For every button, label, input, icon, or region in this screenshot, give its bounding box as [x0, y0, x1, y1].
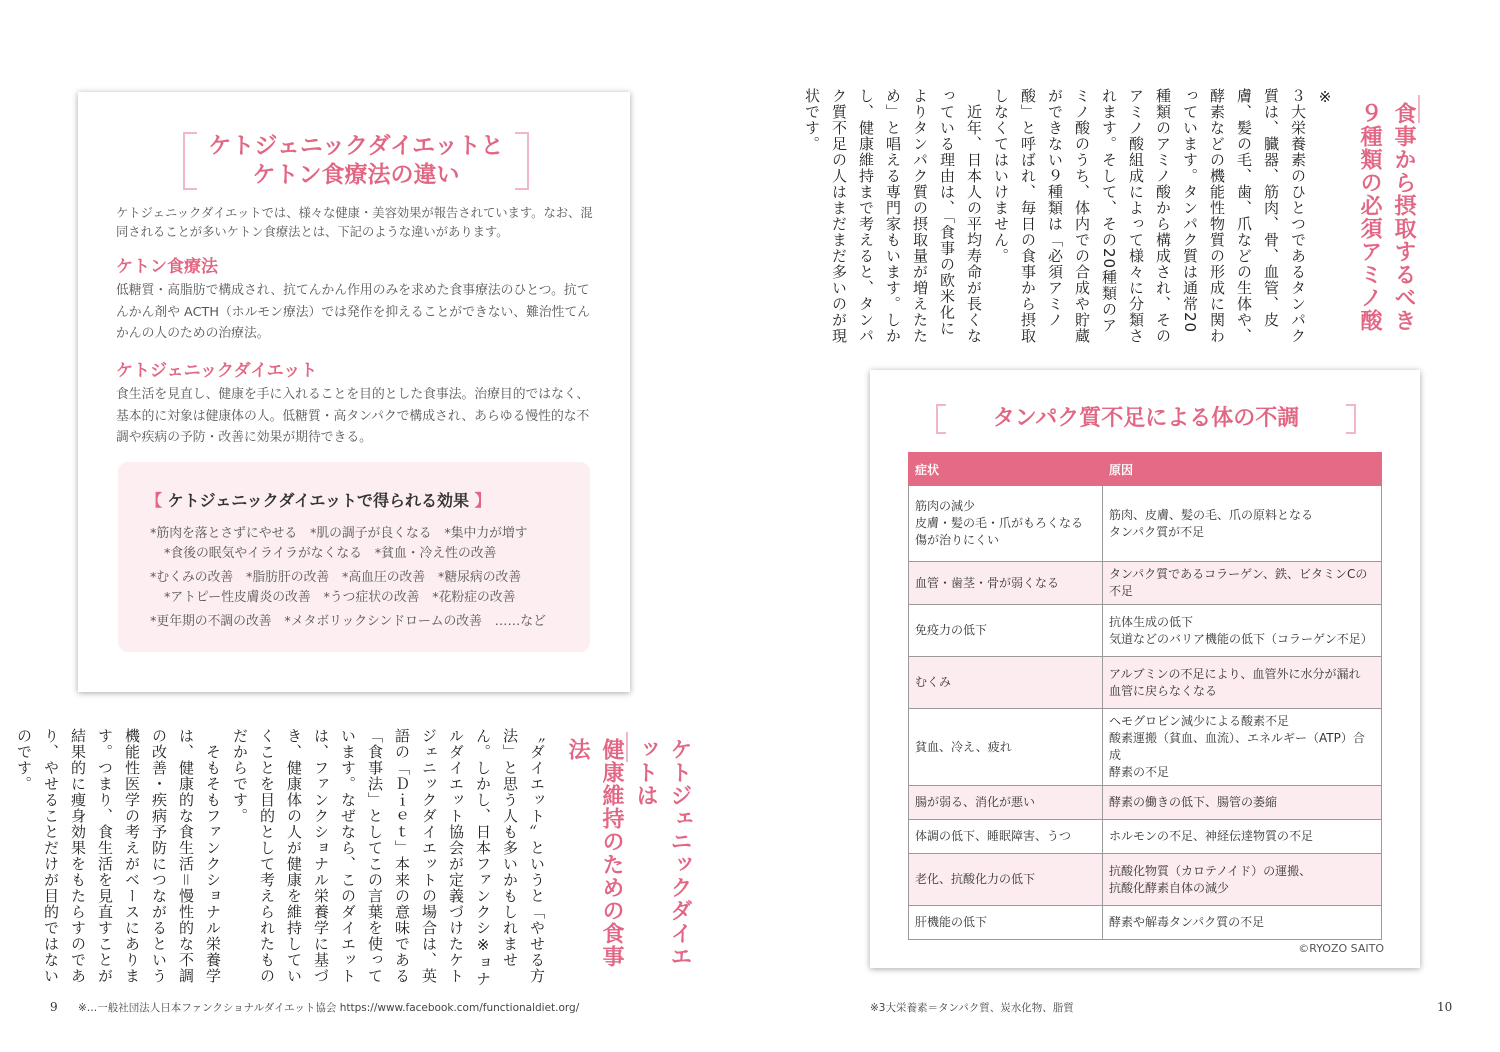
page-number-left: 9 — [50, 1000, 58, 1014]
symptom-cell: 肝機能の低下 — [909, 906, 1103, 940]
effects-title-text: ケトジェニックダイエットで得られる効果 — [167, 491, 470, 510]
effects-bracket-open: 【 — [146, 491, 163, 510]
effects-line: *筋肉を落とさずにやせる *肌の調子が良くなる *集中力が増す — [150, 526, 528, 541]
table-row — [909, 562, 1382, 605]
cause-cell: 酵素の働きの低下、腸管の萎縮 — [1103, 786, 1382, 820]
symptoms-table — [908, 452, 1382, 940]
ketone-diet-heading: ケトン食療法 — [116, 257, 218, 277]
cause-cell: 抗酸化物質（カロテノイド）の運搬、 抗酸化酵素自体の減少 — [1103, 854, 1382, 906]
card-intro: ケトジェニックダイエットでは、様々な健康・美容効果が報告されています。なお、混同されることが多いケトン食療法とは、下記のような違いがあります。 — [116, 206, 593, 239]
cause-cell: ヘモグロビン減少による酸素不足 酸素運搬（貧血、血流）、エネルギー（ATP）合成 酵素の不足 — [1103, 709, 1382, 786]
card2-title-frame — [936, 404, 1356, 434]
cause-cell: タンパク質であるコラーゲン、鉄、ビタミンCの不足 — [1103, 562, 1382, 605]
left-vertical-heading: ケトジェニックダイエットは 健康維持のための食事法 — [565, 738, 692, 968]
ketogenic-diet-text: 食生活を見直し、健康を手に入れることを目的とした食事法。治療目的ではなく、基本的に対象は健康体の人。低糖質・高タンパクで構成され、あらゆる慢性的な不調や疾病の予防・改善に効果が期待できる。 — [116, 387, 590, 445]
cause-cell: アルブミンの不足により、血管外に水分が漏れ 血管に戻らなくなる — [1103, 657, 1382, 709]
header-cause: 原因 — [1103, 453, 1382, 486]
header-symptom: 症状 — [909, 453, 1103, 486]
footnote-right: ※3大栄養素＝タンパク質、炭水化物、脂質 — [870, 1002, 1074, 1014]
photo-credit: ©RYOZO SAITO — [1298, 942, 1384, 955]
card-title-frame — [183, 132, 529, 190]
symptom-cell: むくみ — [909, 657, 1103, 709]
card-title-line2: ケトン食療法の違い — [252, 162, 460, 188]
page-number-right: 10 — [1437, 1000, 1453, 1014]
table-row — [909, 906, 1382, 940]
symptom-cell: 老化、抗酸化力の低下 — [909, 854, 1103, 906]
table-row — [909, 709, 1382, 786]
effects-bracket-close: 】 — [474, 491, 491, 510]
cause-cell: 酵素や解毒タンパク質の不足 — [1103, 906, 1382, 940]
table-header-row — [909, 453, 1382, 486]
right-vertical-body: ※ ３大栄養素のひとつであるタンパク質は、臓器、筋肉、骨、血管、皮膚、髪の毛、歯、爪などの生体や、酵素などの機能性物質の形成に関わっています。タンパク質は通常20種類のアミノ酸から構成され、そのアミノ酸組成によって様々に分類されます。そして、その20種類のアミノ酸のうち、体内での合成や貯蔵ができない９種類は「必須アミノ酸」と呼ばれ、毎日の食事から摂取しなくてはいけません。 近年、日本人の平均寿命が長くなっている理由は、「食事の欧米化によりタンパク質の摂取量が増えたため」と唱える専門家もいます。しかし、健康維持まで考えると、タンパク質不足の人はまだまだ多いのが現状です。 — [803, 88, 1334, 344]
table-row — [909, 820, 1382, 854]
footnote-left: ※…一般社団法人日本ファンクショナルダイエット協会 https://www.facebook.com/functionaldiet.org/ — [78, 1002, 580, 1014]
effects-line: *更年期の不調の改善 *メタボリックシンドロームの改善 ……など — [150, 614, 546, 629]
protein-deficiency-card — [870, 370, 1420, 968]
keto-vs-ketone-card — [78, 92, 630, 692]
table-row — [909, 486, 1382, 562]
table-row — [909, 657, 1382, 709]
left-vertical-body: 〝ダイエット〟というと「やせる方法」と思う人も多いかもしれません。しかし、日本ファンクシ※ョナルダイエット協会が定義づけたケトジェニックダイエットの場合は、英語の「Ｄｉｅｔ」本来の意味である「食事法」としてこの言葉を使っています。なぜなら、このダイエットは、ファンクショナル栄養学に基づき、健康体の人が健康を維持していくことを目的として考えられたものだからです。 そもそもファンクショナル栄養学は、健康的な食生活＝慢性的な不調の改善・疾病予防につながるという機能性医学の考えがベースにあります。つまり、食生活を見直すことが結果的に痩身効果をもたらすのであり、やせることだけが目的ではないのです。 — [15, 728, 546, 987]
symptom-cell: 体調の低下、睡眠障害、うつ — [909, 820, 1103, 854]
symptom-cell: 腸が弱る、消化が悪い — [909, 786, 1103, 820]
symptom-cell: 貧血、冷え、疲れ — [909, 709, 1103, 786]
effects-box — [118, 462, 590, 652]
cause-cell: 抗体生成の低下 気道などのバリア機能の低下（コラーゲン不足） — [1103, 605, 1382, 657]
effects-line: *アトピー性皮膚炎の改善 *うつ症状の改善 *花粉症の改善 — [164, 590, 516, 605]
card-title — [183, 132, 529, 190]
effects-title — [146, 488, 491, 511]
card-title-line1: ケトジェニックダイエットと — [208, 133, 504, 159]
symptom-cell: 免疫力の低下 — [909, 605, 1103, 657]
table-row — [909, 605, 1382, 657]
ketone-diet-text: 低糖質・高脂肪で構成され、抗てんかん作用のみを求めた食事療法のひとつ。抗てんかん剤や ACTH（ホルモン療法）では発作を抑えることができない、難治性てんかんの人のための治療法。 — [116, 283, 591, 341]
right-vertical-heading: 食事から摂取するべき ９種類の必須アミノ酸 — [1357, 102, 1416, 332]
table-row — [909, 786, 1382, 820]
effects-line: *むくみの改善 *脂肪肝の改善 *高血圧の改善 *糖尿病の改善 — [150, 570, 522, 585]
symptom-cell: 血管・歯茎・骨が弱くなる — [909, 562, 1103, 605]
cause-cell: ホルモンの不足、神経伝達物質の不足 — [1103, 820, 1382, 854]
cause-cell: 筋肉、皮膚、髪の毛、爪の原料となる タンパク質が不足 — [1103, 486, 1382, 562]
effects-line: *食後の眠気やイライラがなくなる *貧血・冷え性の改善 — [164, 546, 497, 561]
card2-title: タンパク質不足による体の不調 — [992, 406, 1300, 431]
ketogenic-diet-heading: ケトジェニックダイエット — [116, 361, 318, 381]
symptom-cell: 筋肉の減少 皮膚・髪の毛・爪がもろくなる 傷が治りにくい — [909, 486, 1103, 562]
table-row — [909, 854, 1382, 906]
